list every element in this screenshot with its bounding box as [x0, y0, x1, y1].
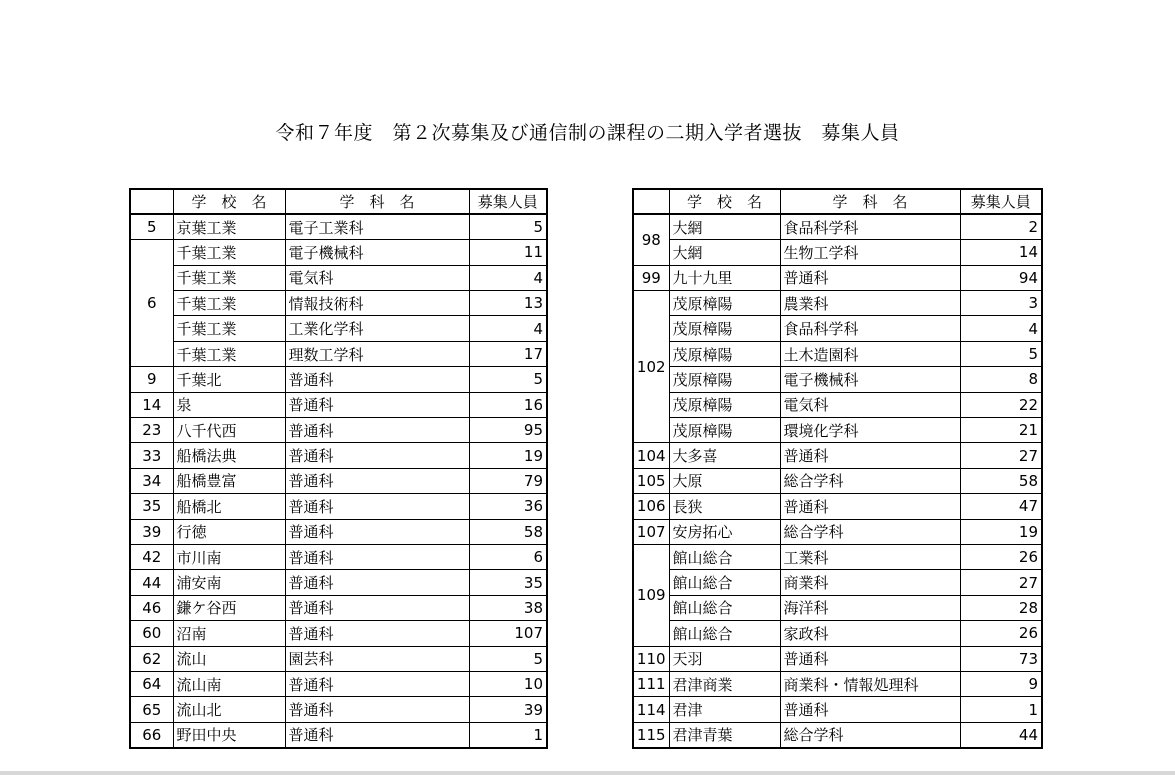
department-name-cell: 理数工学科: [285, 341, 469, 366]
capacity-cell: 58: [469, 519, 547, 544]
department-name-cell: 普通科: [285, 443, 469, 468]
capacity-cell: 107: [469, 621, 547, 646]
department-name-cell: 食品科学科: [780, 316, 960, 341]
table-row: [130, 697, 547, 722]
table-row: [633, 621, 1042, 646]
table-row: [130, 722, 547, 747]
table-row: [633, 722, 1042, 747]
school-name-cell: 天羽: [669, 646, 780, 671]
table-row: [130, 621, 547, 646]
department-name-cell: 普通科: [285, 418, 469, 443]
department-name-cell: 環境化学科: [780, 418, 960, 443]
school-number: 33: [130, 443, 173, 468]
capacity-cell: 8: [960, 367, 1042, 392]
school-name-cell: 流山: [173, 646, 285, 671]
department-name-cell: 総合学科: [780, 468, 960, 493]
school-name-cell: 船橋法典: [173, 443, 285, 468]
capacity-cell: 36: [469, 494, 547, 519]
department-name-cell: 商業科・情報処理科: [780, 671, 960, 696]
department-name-cell: 普通科: [780, 265, 960, 290]
table-row: [633, 214, 1042, 239]
school-number: 114: [633, 697, 669, 722]
table-row: [130, 494, 547, 519]
school-number: 46: [130, 595, 173, 620]
school-number: 107: [633, 519, 669, 544]
table-row: [130, 392, 547, 417]
capacity-cell: 44: [960, 722, 1042, 747]
department-name-cell: 海洋科: [780, 595, 960, 620]
school-number: 35: [130, 494, 173, 519]
capacity-cell: 58: [960, 468, 1042, 493]
department-name-cell: 普通科: [780, 494, 960, 519]
school-number: 99: [633, 265, 669, 290]
table-row: [633, 519, 1042, 544]
school-name-header: 学 校 名: [173, 189, 285, 214]
capacity-cell: 6: [469, 544, 547, 569]
school-name-header: 学 校 名: [669, 189, 780, 214]
table-row: [633, 595, 1042, 620]
school-name-cell: 京葉工業: [173, 214, 285, 239]
school-number: 102: [633, 291, 669, 443]
table-row: [130, 418, 547, 443]
school-name-cell: 行徳: [173, 519, 285, 544]
department-name-cell: 普通科: [285, 468, 469, 493]
table-row: [130, 240, 547, 265]
school-name-cell: 千葉北: [173, 367, 285, 392]
table-row: [130, 316, 547, 341]
capacity-cell: 5: [469, 646, 547, 671]
department-name-cell: 普通科: [285, 494, 469, 519]
table-row: [130, 519, 547, 544]
table-row: [633, 265, 1042, 290]
department-name-cell: 電子機械科: [780, 367, 960, 392]
school-name-cell: 大網: [669, 214, 780, 239]
school-number: 65: [130, 697, 173, 722]
school-number: 62: [130, 646, 173, 671]
department-name-cell: 普通科: [285, 367, 469, 392]
school-number: 34: [130, 468, 173, 493]
capacity-cell: 35: [469, 570, 547, 595]
school-name-cell: 泉: [173, 392, 285, 417]
table-row: [633, 570, 1042, 595]
school-name-cell: 千葉工業: [173, 240, 285, 265]
school-name-cell: 千葉工業: [173, 291, 285, 316]
department-name-cell: 電子機械科: [285, 240, 469, 265]
department-name-cell: 普通科: [780, 697, 960, 722]
school-name-cell: 船橋豊富: [173, 468, 285, 493]
capacity-cell: 21: [960, 418, 1042, 443]
table-row: [633, 697, 1042, 722]
school-number: 23: [130, 418, 173, 443]
table-row: [633, 671, 1042, 696]
department-name-cell: 普通科: [780, 646, 960, 671]
school-number: 104: [633, 443, 669, 468]
department-name-cell: 普通科: [285, 595, 469, 620]
school-number: 64: [130, 671, 173, 696]
school-number: 5: [130, 214, 173, 239]
school-number: 42: [130, 544, 173, 569]
table-row: [130, 544, 547, 569]
school-number: 106: [633, 494, 669, 519]
capacity-cell: 19: [960, 519, 1042, 544]
school-number: 6: [130, 240, 173, 367]
capacity-cell: 4: [469, 265, 547, 290]
school-name-cell: 長狭: [669, 494, 780, 519]
table-row: [633, 443, 1042, 468]
department-name-cell: 普通科: [285, 544, 469, 569]
capacity-cell: 22: [960, 392, 1042, 417]
capacity-cell: 26: [960, 544, 1042, 569]
department-name-cell: 工業科: [780, 544, 960, 569]
header-row: [130, 189, 547, 214]
school-name-cell: 八千代西: [173, 418, 285, 443]
school-number: 66: [130, 722, 173, 747]
table-row: [633, 544, 1042, 569]
capacity-cell: 28: [960, 595, 1042, 620]
school-number: 115: [633, 722, 669, 747]
department-name-cell: 普通科: [780, 443, 960, 468]
capacity-header: 募集人員: [469, 189, 547, 214]
school-name-cell: 船橋北: [173, 494, 285, 519]
capacity-cell: 14: [960, 240, 1042, 265]
table-row: [130, 595, 547, 620]
table-row: [633, 291, 1042, 316]
school-number: 9: [130, 367, 173, 392]
department-name-cell: 普通科: [285, 722, 469, 747]
school-number: 109: [633, 544, 669, 646]
capacity-cell: 2: [960, 214, 1042, 239]
table-row: [130, 291, 547, 316]
table-row: [633, 646, 1042, 671]
capacity-cell: 1: [469, 722, 547, 747]
capacity-cell: 4: [469, 316, 547, 341]
table-row: [130, 443, 547, 468]
table-row: [633, 392, 1042, 417]
capacity-cell: 13: [469, 291, 547, 316]
school-number: 110: [633, 646, 669, 671]
capacity-cell: 26: [960, 621, 1042, 646]
school-name-cell: 茂原樟陽: [669, 341, 780, 366]
school-name-cell: 茂原樟陽: [669, 291, 780, 316]
department-name-cell: 普通科: [285, 392, 469, 417]
school-number: 14: [130, 392, 173, 417]
table-row: [130, 214, 547, 239]
school-name-cell: 大多喜: [669, 443, 780, 468]
department-name-cell: 電気科: [285, 265, 469, 290]
school-name-cell: 大原: [669, 468, 780, 493]
school-number: 44: [130, 570, 173, 595]
school-number: 60: [130, 621, 173, 646]
school-name-cell: 茂原樟陽: [669, 418, 780, 443]
capacity-cell: 5: [469, 214, 547, 239]
capacity-cell: 10: [469, 671, 547, 696]
table-row: [130, 367, 547, 392]
table-row: [633, 367, 1042, 392]
school-name-cell: 千葉工業: [173, 265, 285, 290]
department-name-cell: 電子工業科: [285, 214, 469, 239]
capacity-header: 募集人員: [960, 189, 1042, 214]
department-name-cell: 普通科: [285, 570, 469, 595]
school-name-cell: 千葉工業: [173, 341, 285, 366]
school-number: 98: [633, 214, 669, 265]
page-title: 令和７年度 第２次募集及び通信制の課程の二期入学者選抜 募集人員: [275, 122, 900, 144]
school-name-cell: 館山総合: [669, 621, 780, 646]
school-name-cell: 市川南: [173, 544, 285, 569]
header-row: [633, 189, 1042, 214]
school-name-cell: 館山総合: [669, 595, 780, 620]
table-row: [633, 341, 1042, 366]
table-row: [633, 418, 1042, 443]
department-name-cell: 普通科: [285, 519, 469, 544]
table-row: [633, 240, 1042, 265]
school-name-cell: 九十九里: [669, 265, 780, 290]
capacity-cell: 3: [960, 291, 1042, 316]
school-name-cell: 野田中央: [173, 722, 285, 747]
department-name-cell: 農業科: [780, 291, 960, 316]
school-name-cell: 茂原樟陽: [669, 367, 780, 392]
department-name-cell: 園芸科: [285, 646, 469, 671]
table-row: [633, 468, 1042, 493]
school-name-cell: 鎌ケ谷西: [173, 595, 285, 620]
department-name-header: 学 科 名: [285, 189, 469, 214]
school-name-cell: 館山総合: [669, 570, 780, 595]
school-name-cell: 大網: [669, 240, 780, 265]
capacity-cell: 39: [469, 697, 547, 722]
table-body: [633, 214, 1042, 747]
table-row: [633, 494, 1042, 519]
capacity-cell: 5: [960, 341, 1042, 366]
table-row: [633, 316, 1042, 341]
school-name-cell: 茂原樟陽: [669, 316, 780, 341]
capacity-cell: 11: [469, 240, 547, 265]
department-name-cell: 総合学科: [780, 722, 960, 747]
capacity-cell: 27: [960, 443, 1042, 468]
school-name-cell: 流山北: [173, 697, 285, 722]
school-name-cell: 千葉工業: [173, 316, 285, 341]
department-name-cell: 生物工学科: [780, 240, 960, 265]
number-header: [633, 189, 669, 214]
capacity-cell: 73: [960, 646, 1042, 671]
table-row: [130, 341, 547, 366]
enrollment-table-left: [129, 188, 548, 749]
department-name-cell: 土木造園科: [780, 341, 960, 366]
department-name-header: 学 科 名: [780, 189, 960, 214]
department-name-cell: 工業化学科: [285, 316, 469, 341]
department-name-cell: 家政科: [780, 621, 960, 646]
school-name-cell: 君津商業: [669, 671, 780, 696]
capacity-cell: 16: [469, 392, 547, 417]
table-row: [130, 468, 547, 493]
capacity-cell: 95: [469, 418, 547, 443]
window-bottom-edge: [0, 771, 1175, 775]
school-name-cell: 君津: [669, 697, 780, 722]
table-row: [130, 671, 547, 696]
school-name-cell: 沼南: [173, 621, 285, 646]
school-name-cell: 茂原樟陽: [669, 392, 780, 417]
school-name-cell: 流山南: [173, 671, 285, 696]
school-number: 105: [633, 468, 669, 493]
school-name-cell: 館山総合: [669, 544, 780, 569]
capacity-cell: 47: [960, 494, 1042, 519]
capacity-cell: 17: [469, 341, 547, 366]
department-name-cell: 商業科: [780, 570, 960, 595]
capacity-cell: 27: [960, 570, 1042, 595]
enrollment-table-right: [632, 188, 1043, 749]
table-body: [130, 214, 547, 747]
school-name-cell: 安房拓心: [669, 519, 780, 544]
department-name-cell: 普通科: [285, 621, 469, 646]
department-name-cell: 普通科: [285, 671, 469, 696]
school-name-cell: 浦安南: [173, 570, 285, 595]
department-name-cell: 情報技術科: [285, 291, 469, 316]
department-name-cell: 食品科学科: [780, 214, 960, 239]
table-row: [130, 265, 547, 290]
capacity-cell: 5: [469, 367, 547, 392]
capacity-cell: 79: [469, 468, 547, 493]
capacity-cell: 9: [960, 671, 1042, 696]
table-row: [130, 570, 547, 595]
capacity-cell: 38: [469, 595, 547, 620]
capacity-cell: 1: [960, 697, 1042, 722]
department-name-cell: 総合学科: [780, 519, 960, 544]
school-number: 111: [633, 671, 669, 696]
number-header: [130, 189, 173, 214]
school-number: 39: [130, 519, 173, 544]
capacity-cell: 94: [960, 265, 1042, 290]
department-name-cell: 電気科: [780, 392, 960, 417]
capacity-cell: 4: [960, 316, 1042, 341]
school-name-cell: 君津青葉: [669, 722, 780, 747]
table-row: [130, 646, 547, 671]
capacity-cell: 19: [469, 443, 547, 468]
department-name-cell: 普通科: [285, 697, 469, 722]
